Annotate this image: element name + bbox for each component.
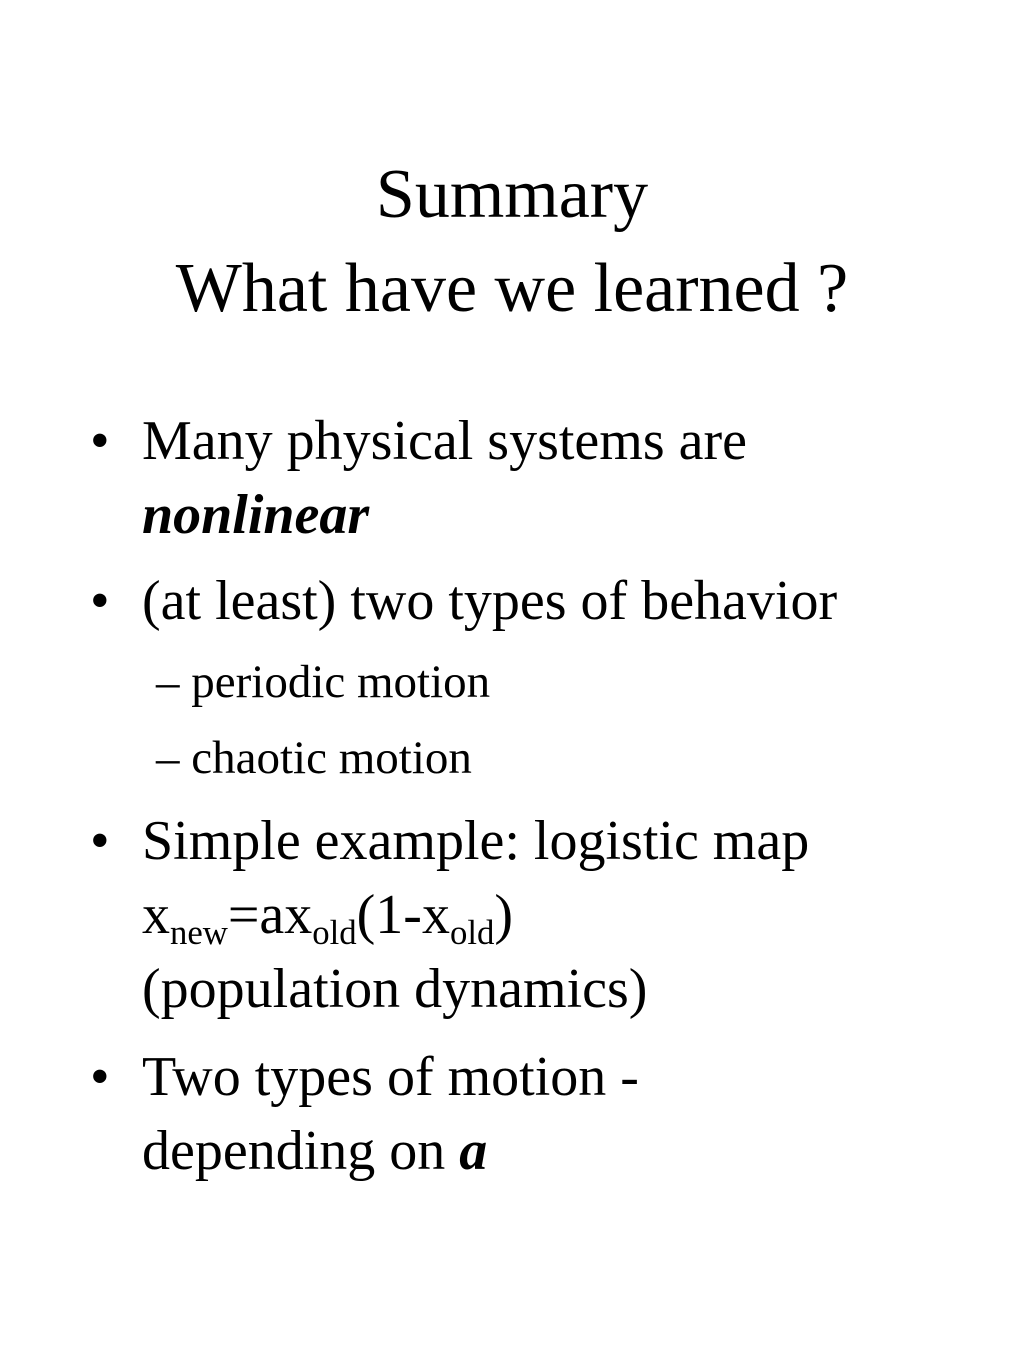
logistic-map-formula — [142, 878, 972, 952]
sub-bullet-label: periodic motion — [191, 656, 491, 708]
bullet-text — [142, 1040, 972, 1188]
bullet-line — [142, 1114, 972, 1188]
bullet-line: (population dynamics) — [142, 958, 648, 1020]
bullet-marker: • — [90, 810, 110, 872]
bullet-line: (at least) two types of behavior — [142, 570, 838, 632]
sub-bullet-marker: – — [156, 656, 180, 708]
bullet-marker: • — [90, 1046, 110, 1108]
formula-paren-open: (1-x — [356, 884, 450, 946]
sub-bullet-chaotic — [156, 728, 956, 788]
sub-bullet-marker: – — [156, 732, 180, 784]
formula-sub-new: new — [170, 913, 228, 953]
slide-title — [0, 148, 1024, 336]
title-line-summary: Summary — [375, 156, 649, 233]
bullet-text — [142, 404, 972, 552]
bullet-marker: • — [90, 410, 110, 472]
bullet-line: Two types of motion - — [142, 1046, 639, 1108]
sub-bullet-periodic — [156, 652, 956, 712]
formula-eq-ax: =ax — [227, 884, 313, 946]
bullet-line: Simple example: logistic map — [142, 810, 810, 872]
formula-paren-close: ) — [494, 884, 513, 946]
formula-x: x — [142, 884, 170, 946]
bullet-text — [142, 564, 972, 638]
bullet-marker: • — [90, 570, 110, 632]
emphasis-a: a — [459, 1120, 488, 1182]
depending-on-text: depending on — [142, 1120, 460, 1182]
emphasis-nonlinear: nonlinear — [142, 484, 370, 546]
sub-bullet-label: chaotic motion — [191, 732, 472, 784]
formula-sub-old: old — [449, 913, 495, 953]
title-line-question: What have we learned ? — [175, 250, 849, 327]
formula-sub-old: old — [312, 913, 357, 953]
bullet-line: Many physical systems are — [142, 410, 747, 472]
bullet-text — [142, 804, 972, 1026]
